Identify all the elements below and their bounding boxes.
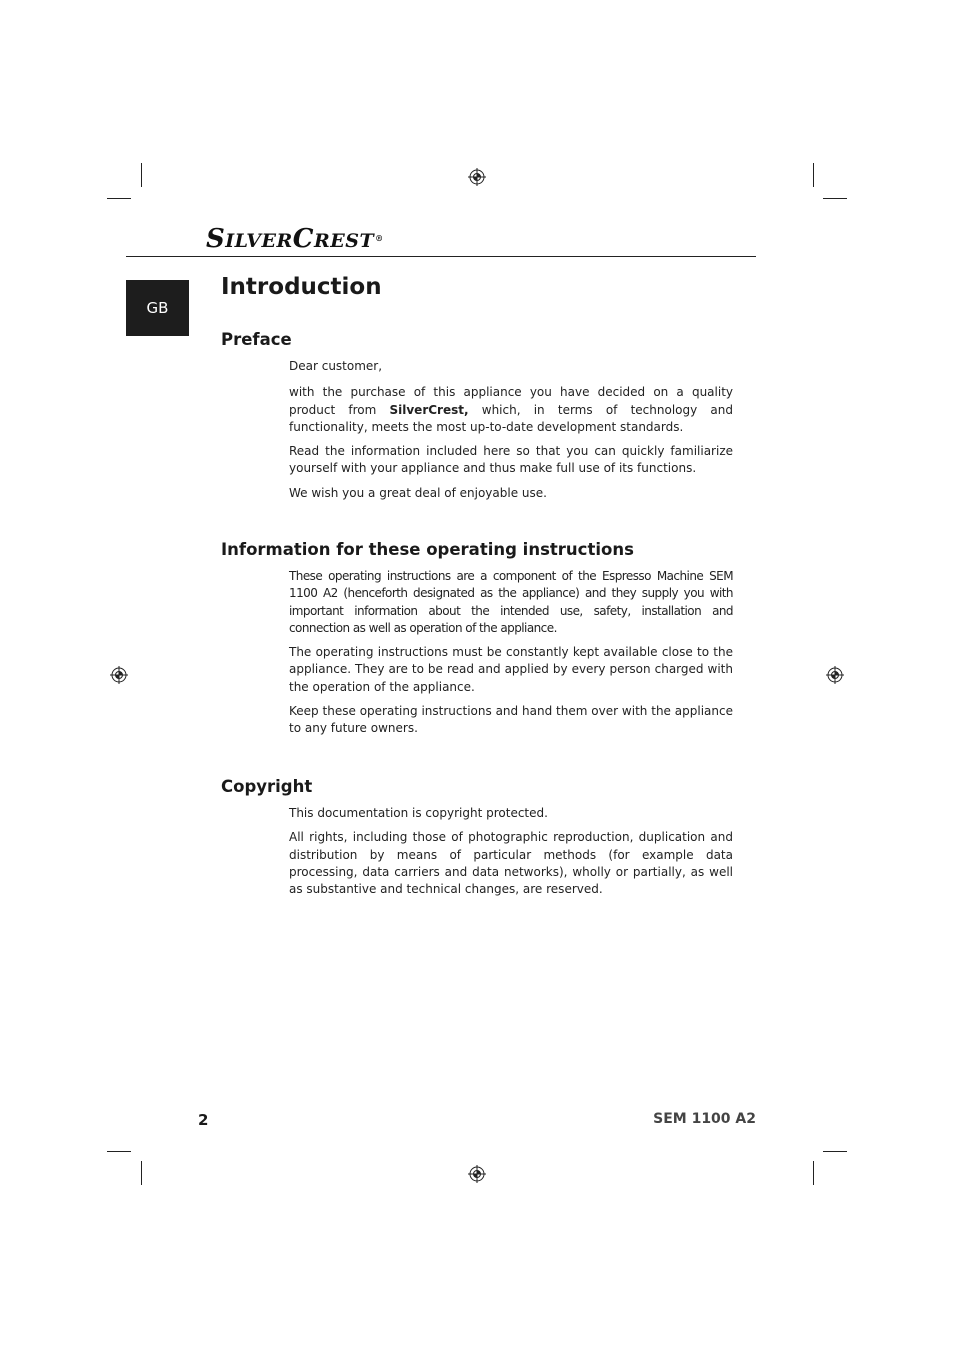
header-rule [126, 256, 756, 257]
crop-mark [141, 1161, 142, 1185]
model-number: SEM 1100 A2 [653, 1111, 756, 1127]
registration-mark-icon [468, 168, 486, 186]
preface-body [289, 358, 733, 509]
info-paragraph: Keep these operating instructions and hand them over with the appliance to any future owners. [289, 704, 733, 736]
preface-paragraph: Read the information included here so that you can quickly familiarize yourself with your appliance and thus make full use of its functions. [289, 444, 733, 476]
silvercrest-logo: SILVERCREST® [206, 224, 384, 254]
crop-mark [813, 163, 814, 187]
info-body [289, 568, 733, 745]
preface-paragraph: with the purchase of this appliance you have decided on a quality product from SilverCrest, which, in terms of technology and functionality, meets the most up-to-date development standards. [289, 385, 733, 434]
crop-mark [141, 163, 142, 187]
info-heading: Information for these operating instructions [221, 540, 634, 559]
copyright-paragraph: All rights, including those of photographic reproduction, duplication and distribution by means of particular methods (for example data processing, data carriers and data networks), wholly or partially, as well as substantive and technical changes, are reserved. [289, 830, 733, 897]
preface-greeting: Dear customer, [289, 359, 383, 373]
info-paragraph: These operating instructions are a component of the Espresso Machine SEM 1100 A2 (henceforth designated as the appliance) and they supply you with important information about the intended use, safety, installation and connection as well as operation of the appliance. [289, 569, 733, 635]
copyright-heading: Copyright [221, 777, 313, 796]
page-number: 2 [198, 1111, 209, 1129]
registration-mark-icon [110, 666, 128, 684]
crop-mark [107, 198, 131, 199]
preface-paragraph: We wish you a great deal of enjoyable use. [289, 485, 547, 500]
copyright-paragraph: This documentation is copyright protected. [289, 806, 548, 820]
language-tab-label: GB [146, 299, 169, 317]
copyright-body [289, 805, 733, 905]
preface-heading: Preface [221, 330, 292, 349]
crop-mark [823, 198, 847, 199]
registration-mark-icon [468, 1165, 486, 1183]
language-tab [126, 280, 189, 336]
info-paragraph: The operating instructions must be constantly kept available close to the appliance. They are to be read and applied by every person charged with the operation of the appliance. [289, 645, 733, 694]
crop-mark [107, 1151, 131, 1152]
crop-mark [813, 1161, 814, 1185]
registration-mark-icon [826, 666, 844, 684]
crop-mark [823, 1151, 847, 1152]
page-title: Introduction [221, 274, 382, 300]
brand-name: SilverCrest, [389, 402, 469, 417]
